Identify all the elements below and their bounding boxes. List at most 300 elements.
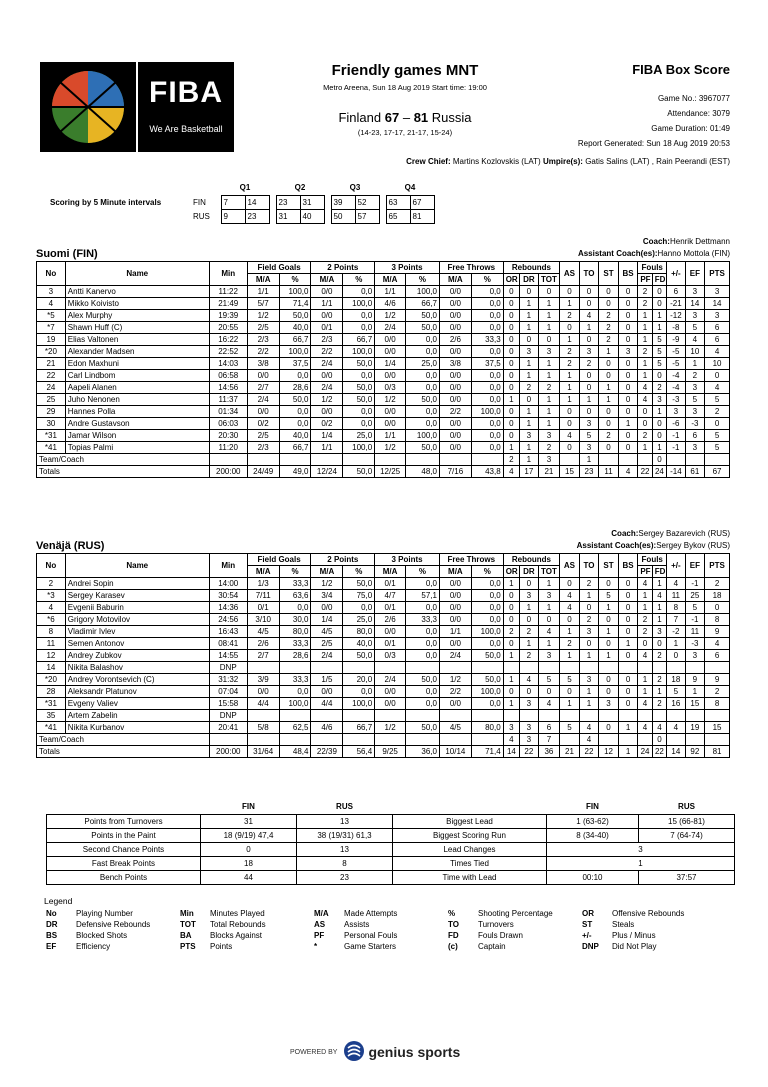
cell: 1 — [652, 310, 666, 322]
cell: 2/2 — [439, 686, 471, 698]
cell: 2/2 — [439, 406, 471, 418]
cell: 0 — [618, 334, 638, 346]
cell: Grigory Motovilov — [65, 614, 209, 626]
cell: 4 — [560, 590, 580, 602]
cell: 1 — [538, 394, 560, 406]
summary-value: 00:10 — [547, 870, 639, 884]
cell: 100,0 — [279, 346, 311, 358]
cell: Andrey Zubkov — [65, 650, 209, 662]
cell: 3 — [652, 626, 666, 638]
interval-cell: 50 — [331, 209, 355, 223]
cell: 5 — [685, 322, 705, 334]
cell: 1 — [579, 394, 599, 406]
cell: 3/9 — [247, 674, 279, 686]
cell: 11:20 — [209, 442, 247, 454]
cell: 30 — [37, 418, 66, 430]
cell — [439, 662, 471, 674]
cell: 0/2 — [247, 418, 279, 430]
cell: 1 — [538, 602, 560, 614]
cell: 3 — [685, 442, 705, 454]
cell: -12 — [667, 310, 686, 322]
coach-name: Henrik Dettmann — [669, 237, 730, 246]
cell: 0 — [503, 370, 519, 382]
cell: 100,0 — [406, 286, 440, 298]
cell: 2/7 — [247, 382, 279, 394]
cell — [667, 662, 686, 674]
cell: 0 — [560, 686, 580, 698]
cell: 71,4 — [471, 746, 503, 758]
cell: *6 — [37, 614, 66, 626]
player-row — [37, 662, 730, 674]
cell: 36,0 — [406, 746, 440, 758]
cell: 16 — [667, 698, 686, 710]
cell: 5 — [705, 442, 730, 454]
cell: 62,5 — [279, 722, 311, 734]
cell: 0 — [618, 382, 638, 394]
cell: 4 — [538, 698, 560, 710]
cell: 15 — [685, 698, 705, 710]
cell: 1 — [538, 638, 560, 650]
cell: Jamar Wilson — [65, 430, 209, 442]
summary-value: 38 (19/31) 61,3 — [297, 828, 393, 842]
cell: 1 — [520, 406, 539, 418]
cell: 1 — [538, 370, 560, 382]
cell: -3 — [685, 638, 705, 650]
cell: 0,0 — [471, 602, 503, 614]
cell: 30,0 — [279, 614, 311, 626]
cell: 50,0 — [471, 650, 503, 662]
legend-desc: Playing Number — [76, 909, 133, 918]
cell: 0 — [538, 686, 560, 698]
cell: 11:37 — [209, 394, 247, 406]
cell: -4 — [667, 370, 686, 382]
cell: 1 — [652, 686, 666, 698]
player-row — [37, 334, 730, 346]
cell: 0 — [520, 334, 539, 346]
col-header-fg: Field Goals — [247, 554, 311, 566]
cell: 4 — [503, 466, 519, 478]
cell: 0/0 — [247, 370, 279, 382]
cell — [652, 662, 666, 674]
legend-desc: Defensive Rebounds — [76, 920, 151, 929]
cell: 2/4 — [311, 650, 343, 662]
cell: 3 — [705, 286, 730, 298]
cell: 4/5 — [311, 626, 343, 638]
cell: Artem Zabelin — [65, 710, 209, 722]
cell: 20:55 — [209, 322, 247, 334]
cell: 1 — [638, 322, 652, 334]
cell: 2 — [638, 298, 652, 310]
cell: 3 — [37, 286, 66, 298]
cell: Andrey Vorontsevich (C) — [65, 674, 209, 686]
cell: 1 — [520, 418, 539, 430]
summary-label: Bench Points — [47, 870, 201, 884]
interval-team: RUS — [193, 211, 210, 221]
player-row — [37, 686, 730, 698]
cell: 1 — [520, 322, 539, 334]
cell: 0,0 — [471, 286, 503, 298]
fiba-logo — [138, 62, 234, 152]
cell: 1/2 — [375, 442, 406, 454]
cell: 06:58 — [209, 370, 247, 382]
cell: 0/0 — [439, 310, 471, 322]
cell: 17 — [520, 466, 539, 478]
legend-abbr: EF — [46, 942, 57, 951]
cell: 0,0 — [343, 686, 375, 698]
cell: 11 — [667, 590, 686, 602]
player-row — [37, 442, 730, 454]
legend-desc: Blocked Shots — [76, 931, 128, 940]
cell: 8 — [37, 626, 66, 638]
cell: 1/4 — [311, 430, 343, 442]
summary-label: Points from Turnovers — [47, 814, 201, 828]
summary-value: 18 (9/19) 47,4 — [201, 828, 297, 842]
team-name: Suomi (FIN) — [36, 248, 98, 260]
cell: 1 — [503, 442, 519, 454]
cell: 4 — [638, 382, 652, 394]
cell: 25 — [685, 590, 705, 602]
cell: 1 — [579, 698, 599, 710]
cell: Juho Nenonen — [65, 394, 209, 406]
cell: 0/2 — [311, 418, 343, 430]
cell: 0 — [652, 454, 666, 466]
cell: Topias Palmi — [65, 442, 209, 454]
cell — [279, 454, 311, 466]
box-score-table — [36, 261, 730, 478]
cell: 24 — [638, 746, 652, 758]
cell: 0 — [538, 614, 560, 626]
assistant-coach-label: Assistant Coach(es): — [577, 249, 658, 258]
interval-cell: 65 — [386, 209, 410, 223]
summary-value: 3 — [547, 842, 735, 856]
summary-label: Fast Break Points — [47, 856, 201, 870]
cell: 0 — [652, 370, 666, 382]
cell: 1/2 — [375, 394, 406, 406]
col-subheader-ma: M/A — [311, 566, 343, 578]
summary-value: 13 — [297, 842, 393, 856]
cell: 30:54 — [209, 590, 247, 602]
cell: 25,0 — [343, 430, 375, 442]
umpires: Gatis Salins (LAT) , Rain Peerandi (EST) — [585, 157, 730, 166]
cell: 0 — [503, 322, 519, 334]
cell: 3 — [652, 394, 666, 406]
cell — [599, 454, 619, 466]
player-row — [37, 722, 730, 734]
cell — [579, 710, 599, 722]
legend-desc: Did Not Play — [612, 942, 657, 951]
col-header-bs: BS — [618, 262, 638, 286]
cell: 3 — [579, 442, 599, 454]
cell: 71,4 — [279, 298, 311, 310]
cell: 0 — [599, 686, 619, 698]
cell: 50,0 — [343, 466, 375, 478]
cell: 0 — [503, 382, 519, 394]
cell: 07:04 — [209, 686, 247, 698]
cell: 3 — [579, 346, 599, 358]
legend — [44, 896, 710, 952]
competition-title: Friendly games MNT — [331, 62, 479, 79]
cell — [638, 734, 652, 746]
cell: Edon Maxhuni — [65, 358, 209, 370]
cell: 1 — [579, 650, 599, 662]
cell: 2/2 — [311, 346, 343, 358]
cell: 0/0 — [439, 638, 471, 650]
cell: 66,7 — [279, 334, 311, 346]
cell: 1 — [638, 334, 652, 346]
cell: 1 — [618, 722, 638, 734]
cell: 0/1 — [247, 602, 279, 614]
cell — [560, 734, 580, 746]
cell: 2 — [638, 626, 652, 638]
cell: 4 — [705, 382, 730, 394]
assistant-coach-line — [577, 540, 730, 552]
col-header-min: Min — [209, 554, 247, 578]
cell: 50,0 — [406, 322, 440, 334]
cell: 37,5 — [279, 358, 311, 370]
cell: 0,0 — [471, 578, 503, 590]
cell: 1 — [579, 454, 599, 466]
cell: 1 — [520, 370, 539, 382]
cell: 6 — [667, 286, 686, 298]
cell: 1 — [618, 746, 638, 758]
cell: 50,0 — [343, 358, 375, 370]
cell: 1/5 — [311, 674, 343, 686]
cell: 0,0 — [406, 370, 440, 382]
cell: 1 — [579, 686, 599, 698]
cell: 1 — [638, 674, 652, 686]
cell: DNP — [209, 710, 247, 722]
cell: 50,0 — [406, 442, 440, 454]
player-row — [37, 430, 730, 442]
cell: Shawn Huff (C) — [65, 322, 209, 334]
cell: 1 — [560, 698, 580, 710]
cell: *20 — [37, 346, 66, 358]
report-info — [540, 62, 730, 151]
cell: 4/4 — [311, 698, 343, 710]
cell: 4 — [705, 638, 730, 650]
summary-row — [393, 870, 735, 884]
cell: Andrei Sopin — [65, 578, 209, 590]
cell: 0/0 — [439, 298, 471, 310]
cell: Aapeli Alanen — [65, 382, 209, 394]
col-subheader-fd: FD — [652, 274, 666, 286]
cell: 14 — [667, 746, 686, 758]
cell: 1 — [538, 358, 560, 370]
cell: 0 — [579, 638, 599, 650]
cell: Alexander Madsen — [65, 346, 209, 358]
cell: 16:43 — [209, 626, 247, 638]
cell: 7/16 — [439, 466, 471, 478]
final-score — [300, 110, 510, 125]
cell: 06:03 — [209, 418, 247, 430]
col-header-no: No — [37, 554, 66, 578]
cell: 1/1 — [311, 442, 343, 454]
cell: 5 — [685, 602, 705, 614]
cell: 0 — [503, 334, 519, 346]
team-coach-row — [37, 734, 730, 746]
cell: 0 — [705, 602, 730, 614]
team-section-away — [36, 528, 730, 758]
cell: -5 — [667, 358, 686, 370]
cell: 75,0 — [343, 590, 375, 602]
col-header-st: ST — [599, 262, 619, 286]
cell: 1 — [538, 298, 560, 310]
crew-chief: Martins Kozlovskis (LAT) — [452, 157, 541, 166]
cell: 1 — [667, 638, 686, 650]
cell: 4 — [638, 578, 652, 590]
legend-desc: Plus / Minus — [612, 931, 656, 940]
summary-value: 23 — [297, 870, 393, 884]
cell: 0 — [618, 698, 638, 710]
cell: 56,4 — [343, 746, 375, 758]
summary-head: FIN — [242, 802, 255, 812]
col-subheader-dr: DR — [520, 566, 539, 578]
cell: 0 — [652, 638, 666, 650]
cell: 2 — [652, 698, 666, 710]
col-header-ef: EF — [685, 554, 705, 578]
cell: 12 — [37, 650, 66, 662]
cell: 1 — [503, 674, 519, 686]
col-subheader-tot: TOT — [538, 566, 560, 578]
cell: 0 — [618, 626, 638, 638]
cell: 0/0 — [375, 626, 406, 638]
team-name: Venäjä (RUS) — [36, 540, 105, 552]
summary-row — [47, 870, 393, 884]
col-header-p3: 3 Points — [375, 262, 440, 274]
cell: 31:32 — [209, 674, 247, 686]
cell: 61 — [685, 466, 705, 478]
player-row — [37, 602, 730, 614]
cell: 50,0 — [406, 674, 440, 686]
cell: 0/0 — [311, 686, 343, 698]
cell — [279, 710, 311, 722]
col-subheader-pct: % — [343, 274, 375, 286]
cell: 0 — [652, 418, 666, 430]
cell: 66,7 — [343, 334, 375, 346]
cell: 1 — [560, 626, 580, 638]
player-row — [37, 394, 730, 406]
cell — [618, 734, 638, 746]
cell: 0 — [520, 578, 539, 590]
cell: 24 — [37, 382, 66, 394]
cell: 5 — [685, 394, 705, 406]
cell: 1 — [560, 650, 580, 662]
cell: 1/1 — [247, 286, 279, 298]
legend-abbr: BS — [46, 931, 58, 940]
cell: 0 — [618, 430, 638, 442]
intervals-label: Scoring by 5 Minute intervals — [50, 197, 162, 207]
cell: 22 — [37, 370, 66, 382]
col-subheader-ma: M/A — [439, 274, 471, 286]
cell: 0,0 — [343, 602, 375, 614]
player-row — [37, 298, 730, 310]
cell: 80,0 — [279, 626, 311, 638]
cell: 0/0 — [439, 370, 471, 382]
cell: 1 — [599, 602, 619, 614]
cell: 1 — [560, 394, 580, 406]
cell: 2/6 — [375, 614, 406, 626]
summary-value: 7 (64-74) — [639, 828, 735, 842]
col-header-reb: Rebounds — [503, 262, 560, 274]
cell: 2 — [599, 334, 619, 346]
cell: Semen Antonov — [65, 638, 209, 650]
home-team: Finland — [338, 110, 382, 125]
summary-label: Biggest Scoring Run — [393, 828, 547, 842]
cell: 2 — [638, 614, 652, 626]
summary-label: Time with Lead — [393, 870, 547, 884]
cell: 7/11 — [247, 590, 279, 602]
cell: *3 — [37, 590, 66, 602]
coach-label: Coach: — [611, 529, 639, 538]
cell — [618, 710, 638, 722]
cell: 1 — [638, 358, 652, 370]
cell: 1 — [520, 442, 539, 454]
cell: 1/2 — [311, 394, 343, 406]
cell: 100,0 — [343, 442, 375, 454]
col-header-reb: Rebounds — [503, 554, 560, 566]
cell: Totals — [37, 466, 210, 478]
legend-row — [44, 919, 710, 930]
interval-row-fin — [48, 195, 434, 209]
cell: 0,0 — [471, 590, 503, 602]
legend-desc: Total Rebounds — [210, 920, 266, 929]
summary-value: 37:57 — [639, 870, 735, 884]
cell — [685, 710, 705, 722]
cell — [279, 734, 311, 746]
away-score: 81 — [413, 110, 429, 125]
cell: 50,0 — [406, 394, 440, 406]
cell: 0 — [618, 686, 638, 698]
cell: 25,0 — [343, 614, 375, 626]
legend-desc: Points — [210, 942, 233, 951]
cell: 0,0 — [471, 370, 503, 382]
cell: Nikita Kurbanov — [65, 722, 209, 734]
cell: 18 — [705, 590, 730, 602]
cell: 2 — [560, 358, 580, 370]
cell: 50,0 — [343, 382, 375, 394]
cell: 21 — [538, 466, 560, 478]
cell: 40,0 — [343, 638, 375, 650]
cell: 0 — [618, 286, 638, 298]
col-subheader-fd: FD — [652, 566, 666, 578]
cell — [560, 662, 580, 674]
cell: 2/6 — [247, 638, 279, 650]
cell: 0 — [618, 322, 638, 334]
cell: Sergey Karasev — [65, 590, 209, 602]
cell: 1 — [503, 650, 519, 662]
cell: 3 — [520, 698, 539, 710]
cell: 3 — [579, 674, 599, 686]
cell: 1 — [520, 638, 539, 650]
cell: 0,0 — [343, 418, 375, 430]
cell — [247, 662, 279, 674]
player-row — [37, 418, 730, 430]
cell: 1 — [538, 578, 560, 590]
cell: 0/0 — [439, 578, 471, 590]
cell — [667, 734, 686, 746]
cell: 0,0 — [471, 614, 503, 626]
legend-abbr: BA — [180, 931, 192, 940]
cell: 33,3 — [279, 674, 311, 686]
cell: 6 — [538, 722, 560, 734]
cell: 1/2 — [247, 310, 279, 322]
cell — [560, 710, 580, 722]
summary-left — [46, 800, 393, 885]
cell: 2/3 — [247, 334, 279, 346]
cell: 1/1 — [439, 626, 471, 638]
interval-cell: 52 — [355, 195, 379, 209]
cell — [471, 734, 503, 746]
